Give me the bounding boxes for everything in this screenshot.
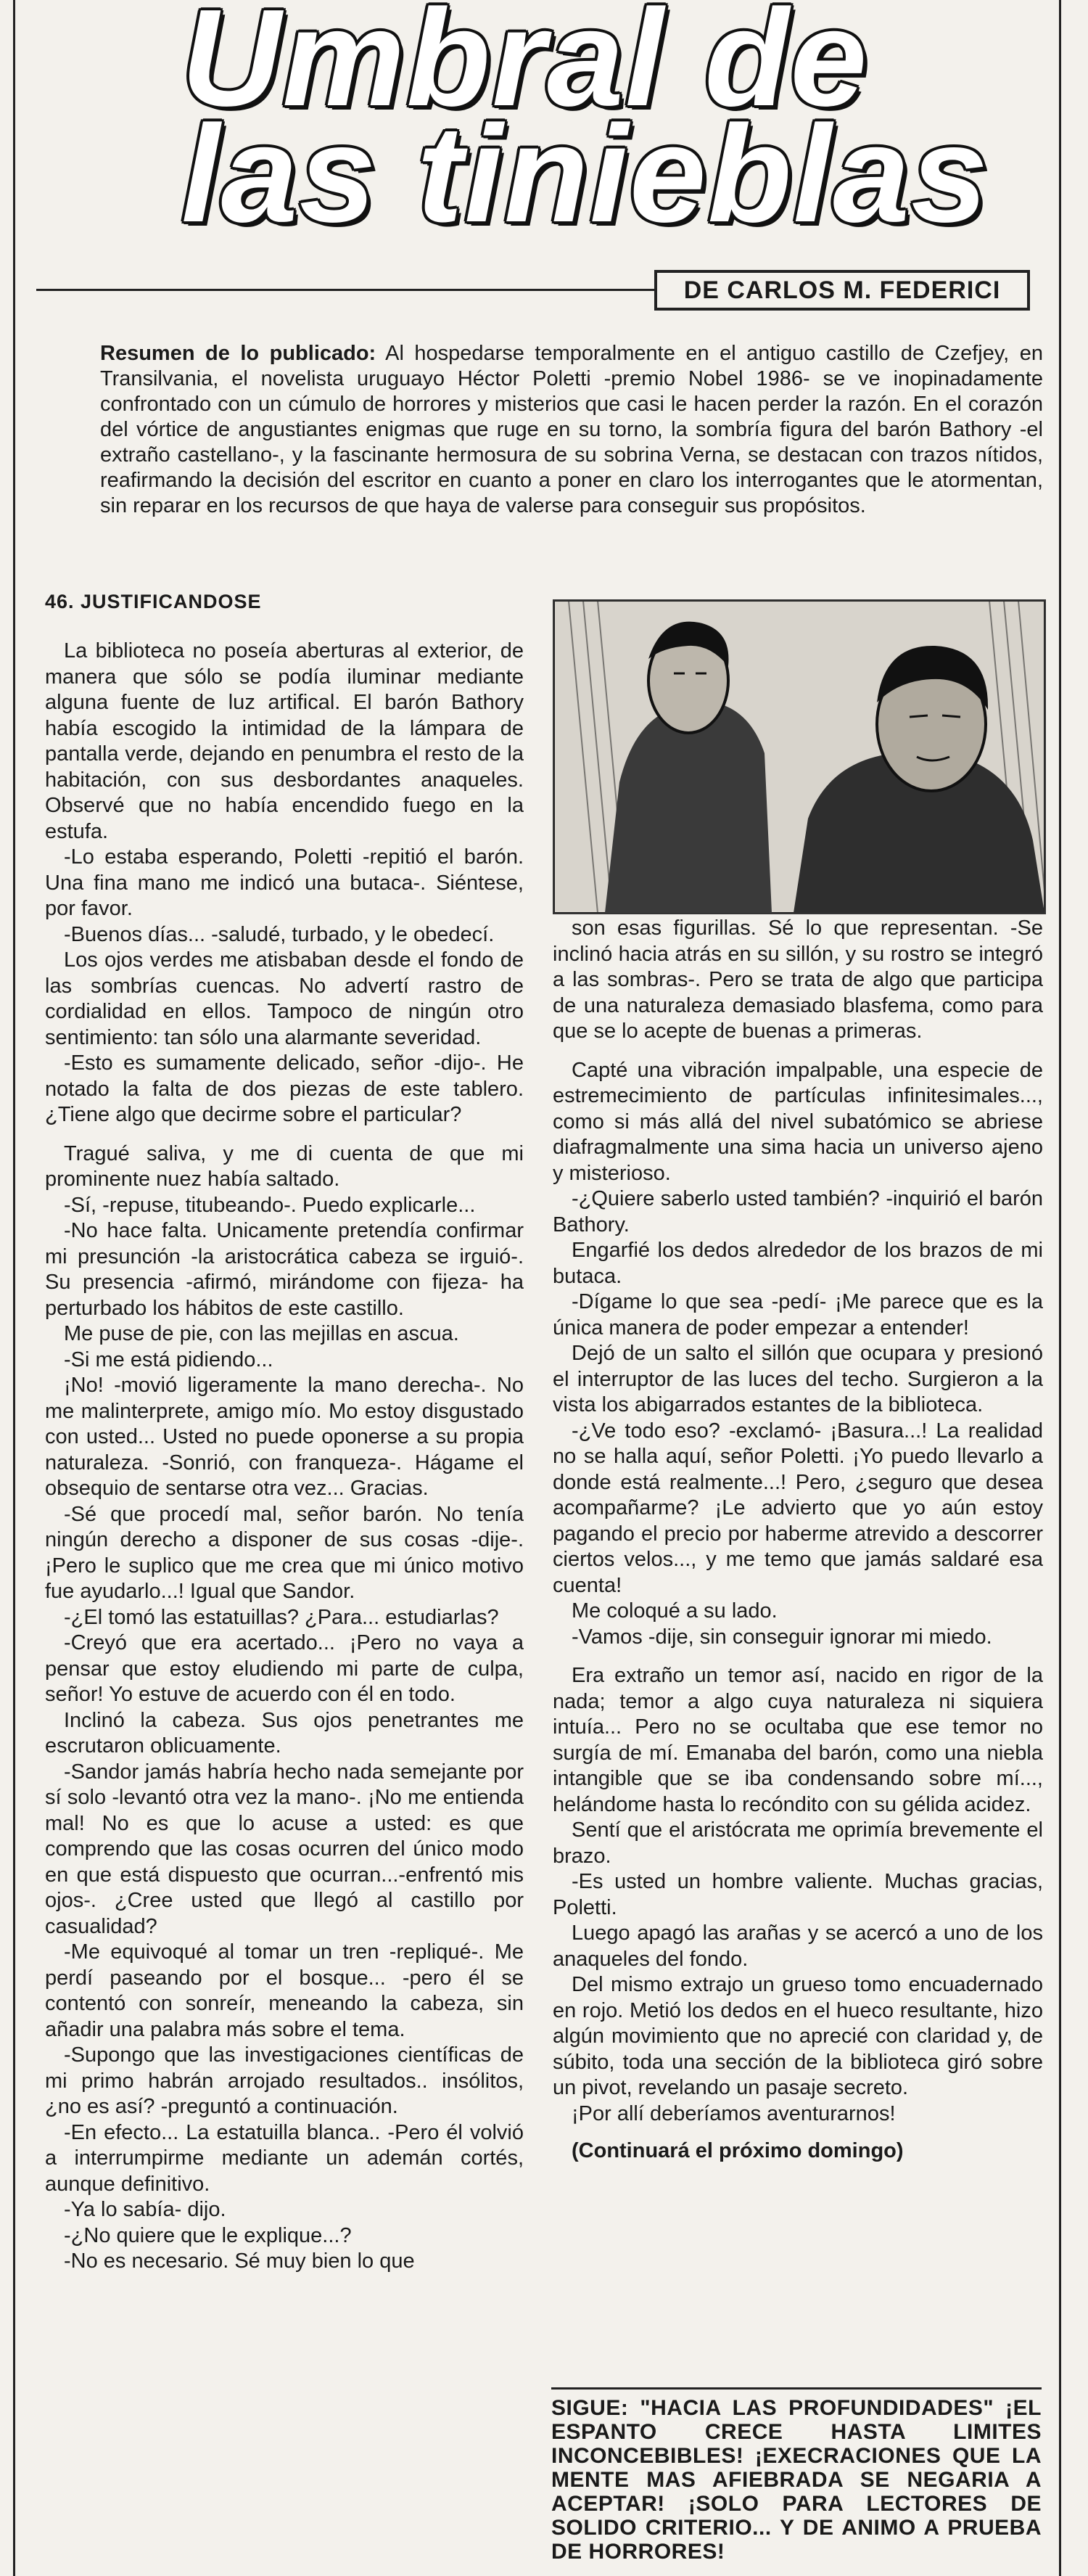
story-paragraph: -Si me está pidiendo... (64, 1348, 273, 1371)
story-paragraph: -¿Ve todo eso? -exclamó- ¡Basura...! La realidad no se halla aquí, señor Poletti. ¡Yo puedo llevarlo a donde está realmente...! Pero, ¿seguro que desea acompañarme? ¡Le advierto que yo aún estoy pagando el precio por haberme atrevido a descorrer ciertos velos..., y me temo que jamás saldaré esa cuenta! (553, 1419, 1043, 1597)
next-episode-teaser: SIGUE: "HACIA LAS PROFUNDIDADES" ¡EL ESPANTO CRECE HASTA LIMITES INCONCEBIBLES! ¡EXECRACIONES QUE LA MENTE MAS AFIEBRADA SE NEGARIA A ACEPTAR! ¡SOLO PARA LECTORES DE SOLIDO CRITERIO... Y DE ANIMO A PRUEBA DE HORRORES! (551, 2396, 1042, 2564)
story-paragraph: Me puse de pie, con las mejillas en ascua. (64, 1322, 459, 1345)
story-paragraph: -No hace falta. Unicamente pretendía confirmar mi presunción -la aristocrática cabeza se irguió-. Su presencia -afirmó, mirándome con fijeza- ha perturbado los hábitos de este castillo. (45, 1219, 524, 1320)
story-paragraph: -Sí, -repuse, titubeando-. Puedo explicarle... (64, 1193, 476, 1217)
story-paragraph: La biblioteca no poseía aberturas al exterior, de manera que sólo se podía iluminar mediante alguna fuente de luz artifical. El barón Bathory había escogido la intimidad de la lámpara de pantalla verde, dejando en penumbra el resto de la habitación, con sus desbordantes anaqueles. Observé que no había encendido fuego en la estufa. (45, 639, 524, 843)
story-paragraph: Era extraño un temor así, nacido en rigor de la nada; temor a algo cuya naturaleza ni siquiera intuía... Pero no se ocultaba que ese temor no surgía de mí. Emanaba del barón, como una niebla intangible que se iba condensando sobre mí..., helándome hasta lo recóndito con su gélida acidez. (553, 1664, 1043, 1816)
summary-text: Al hospedarse temporalmente en el antiguo castillo de Czefjey, en Transilvania, el novelista uruguayo Héctor Poletti -premio Nobel 1986- se ve inopinadamente confrontado con un cúmulo de horrores y misterios que casi le hacen perder la razón. En el corazón del vórtice de angustiantes enigmas que ruge en su torno, la sombría figura del barón Bathory -el extraño castellano-, y la fascinante hermosura de su sobrina Verna, se destacan con trazos nítidos, reafirmando la decisión del escritor en cuanto a poner en claro los interrogantes que le atormentan, sin reparar en los recursos de que haya de valerse para conseguir sus propósitos. (100, 342, 1043, 517)
left-border (13, 0, 15, 2576)
story-paragraph: -Esto es sumamente delicado, señor -dijo-. He notado la falta de dos piezas de este tablero. ¿Tiene algo que decirme sobre el particular? (45, 1051, 524, 1126)
story-paragraph: Los ojos verdes me atisbaban desde el fondo de las sombrías cuencas. No advertí rastro de cordialidad en ellos. Tampoco de ningún otro sentimiento: tan sólo una alarmante severidad. (45, 948, 524, 1049)
story-paragraph: -Vamos -dije, sin conseguir ignorar mi miedo. (572, 1625, 992, 1649)
story-paragraph: -No es necesario. Sé muy bien lo que (64, 2249, 415, 2273)
right-border (1059, 0, 1061, 2576)
teaser-rule (551, 2387, 1042, 2390)
story-paragraph: Inclinó la cabeza. Sus ojos penetrantes me escrutaron oblicuamente. (45, 1708, 524, 1757)
continued-note: (Continuará el próximo domingo) (572, 2139, 904, 2162)
story-paragraph: -¿Quiere saberlo usted también? -inquirió el barón Bathory. (553, 1187, 1043, 1236)
story-paragraph: Del mismo extrajo un grueso tomo encuadernado en rojo. Metió los dedos en el hueco resultante, hizo algún movimiento que no aprecié con claridad y, de súbito, toda una sección de la biblioteca giró sobre un pivot, revelando un pasaje secreto. (553, 1973, 1043, 2099)
headline (181, 0, 1037, 251)
chapter-heading: 46. JUSTIFICANDOSE (45, 591, 262, 612)
story-paragraph: son esas figurillas. Sé lo que representan. -Se inclinó hacia atrás en su sillón, y su rostro se integró a las sombras-. Pero se trata de algo que participa de una naturaleza demasiado blasfema, como para que se lo acepte de buenas a primeras. (553, 916, 1043, 1043)
story-paragraph: Dejó de un salto el sillón que ocupara y presionó el interruptor de las luces del techo. Surgieron a la vista los abigarrados estantes de la biblioteca. (553, 1342, 1043, 1416)
summary-paragraph (100, 341, 1043, 519)
story-paragraph: Luego apagó las arañas y se acercó a uno de los anaqueles del fondo. (553, 1921, 1043, 1971)
story-paragraph: -¿No quiere que le explique...? (64, 2223, 352, 2247)
story-paragraph: ¡No! -movió ligeramente la mano derecha-. No me malinterprete, amigo mío. Mo estoy disgustado con usted... Usted no puede oponerse a su propia naturaleza. -Sonrió, con franqueza-. Hágame el obsequio de sentarse otra vez... Gracias. (45, 1374, 524, 1500)
story-paragraph: -Buenos días... -saludé, turbado, y le obedecí. (64, 922, 495, 946)
story-paragraph: Tragué saliva, y me di cuenta de que mi prominente nuez había saltado. (45, 1141, 524, 1191)
story-paragraph: -Me equivoqué al tomar un tren -repliqué-. Me perdí paseando por el bosque... -pero él se contentó con sonreír, meneando la cabeza, sin añadir una palabra más sobre el tema. (45, 1940, 524, 2041)
story-paragraph: -Dígame lo que sea -pedí- ¡Me parece que es la única manera de poder empezar a entender! (553, 1290, 1043, 1340)
story-paragraph: -Sandor jamás habría hecho nada semejante por sí solo -levantó otra vez la mano-. ¡No me entienda mal! No es que lo acuse a usted: es que comprendo que las cosas ocurren del único modo en que está dispuesto que ocurran...-enfrentó mis ojos-. ¿Cree usted que llegó al castillo por casualidad? (45, 1760, 524, 1938)
story-paragraph: Me coloqué a su lado. (572, 1599, 778, 1623)
summary-label: Resumen de lo publicado: (100, 342, 376, 365)
illustration-drawing (554, 601, 1044, 913)
left-column (45, 639, 524, 2275)
story-paragraph: -Sé que procedí mal, señor barón. No tenía ningún derecho a disponer de sus cosas -dije-. ¡Pero le suplico que me crea que mi único motivo fue ayudarlo...! Igual que Sandor. (45, 1502, 524, 1603)
story-illustration (553, 599, 1046, 914)
headline-line-1: Umbral de (181, 0, 869, 135)
byline-rule (36, 289, 660, 291)
story-paragraph: -En efecto... La estatuilla blanca.. -Pero él volvió a interrumpirme mediante un ademán cortés, aunque definitivo. (45, 2120, 524, 2196)
story-paragraph: ¡Por allí deberíamos aventurarnos! (572, 2101, 896, 2125)
story-paragraph: -Lo estaba esperando, Poletti -repitió el barón. Una fina mano me indicó una butaca-. Siéntese, por favor. (45, 845, 524, 920)
story-paragraph: Engarfié los dedos alrededor de los brazos de mi butaca. (553, 1239, 1043, 1288)
story-paragraph: -Supongo que las investigaciones científicas de mi primo habrán arrojado resultados.. insólitos, ¿no es así? -preguntó a continuación. (45, 2043, 524, 2118)
headline-line-2: las tinieblas (181, 97, 989, 251)
story-paragraph: -Ya lo sabía- dijo. (64, 2198, 226, 2221)
story-paragraph: -Creyó que era acertado... ¡Pero no vaya a pensar que estoy eludiendo mi parte de culpa, señor! Yo estuve de acuerdo con él en todo. (45, 1631, 524, 1706)
story-paragraph: -Es usted un hombre valiente. Muchas gracias, Poletti. (553, 1870, 1043, 1919)
byline: DE CARLOS M. FEDERICI (654, 270, 1030, 311)
story-paragraph: Capté una vibración impalpable, una especie de estremecimiento de partículas infinitesimales..., como si más allá del nivel subatómico se abriese diafragmalmente una sima hacia un universo ajeno y misterioso. (553, 1058, 1043, 1185)
story-paragraph: -¿El tomó las estatuillas? ¿Para... estudiarlas? (64, 1605, 499, 1629)
right-column (553, 916, 1043, 2165)
story-paragraph: Sentí que el aristócrata me oprimía brevemente el brazo. (553, 1818, 1043, 1868)
